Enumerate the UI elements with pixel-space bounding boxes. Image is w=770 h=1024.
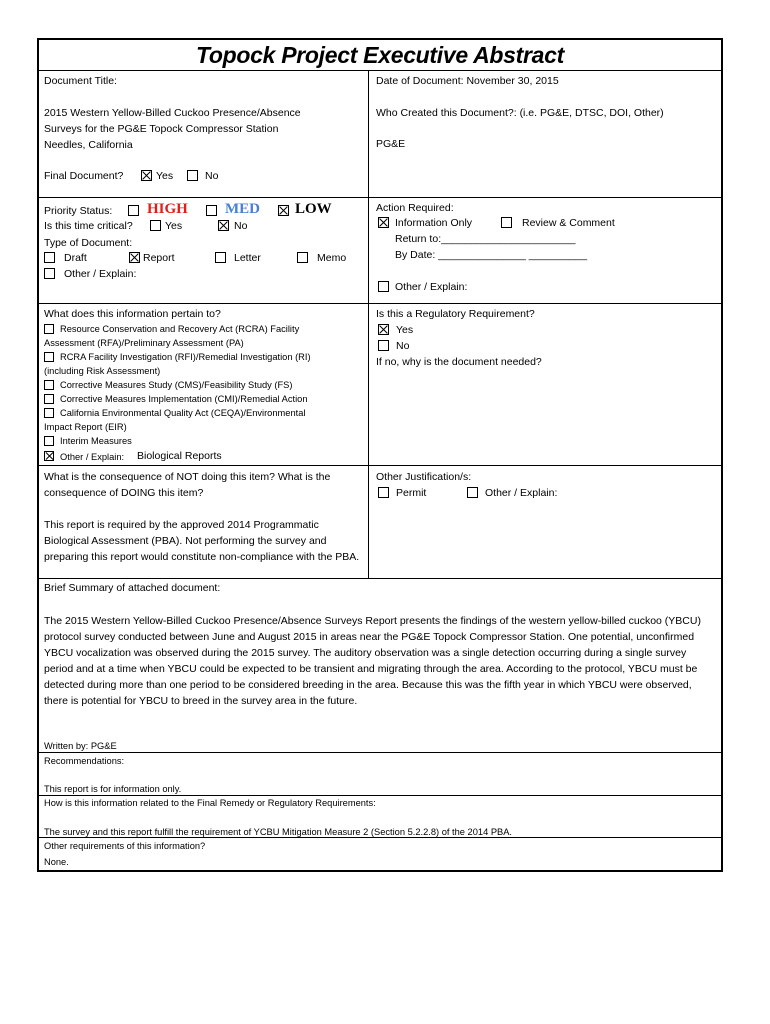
pertain-other-checkbox[interactable]: [44, 451, 54, 461]
relation-label: How is this information related to the Final Remedy or Regulatory Requirements:: [44, 798, 376, 808]
interim-label: Interim Measures: [60, 436, 132, 446]
type-memo-checkbox[interactable]: [297, 252, 308, 263]
critical-no-label: No: [234, 220, 248, 232]
final-document-label: Final Document?: [44, 170, 124, 182]
type-draft-label: Draft: [64, 252, 87, 264]
document-title-line: 2015 Western Yellow-Billed Cuckoo Presence/Absence: [44, 107, 301, 119]
page-title: Topock Project Executive Abstract: [195, 42, 565, 68]
priority-high-label: HIGH: [147, 201, 188, 217]
permit-checkbox[interactable]: [378, 487, 389, 498]
reg-no-checkbox[interactable]: [378, 340, 389, 351]
justification-other-checkbox[interactable]: [467, 487, 478, 498]
ceqa-label: California Environmental Quality Act (CEQA)/Environmental: [60, 408, 306, 418]
other-requirements-text: None.: [44, 857, 69, 867]
action-other-label: Other / Explain:: [395, 281, 468, 293]
document-title-line: Surveys for the PG&E Topock Compressor Station: [44, 123, 279, 135]
consequence-question-cont: consequence of DOING this item?: [44, 487, 204, 499]
critical-yes-checkbox[interactable]: [150, 220, 161, 231]
final-yes-label: Yes: [156, 170, 174, 182]
cmi-checkbox[interactable]: [44, 394, 54, 404]
document-date: Date of Document: November 30, 2015: [376, 75, 559, 87]
critical-yes-label: Yes: [165, 220, 183, 232]
rfi-label-cont: (including Risk Assessment): [44, 366, 161, 376]
priority-high-checkbox[interactable]: [128, 205, 139, 216]
priority-status-label: Priority Status:: [44, 205, 113, 217]
executive-abstract-form: [37, 38, 723, 872]
type-other-label: Other / Explain:: [64, 268, 137, 280]
regulatory-requirement-label: Is this a Regulatory Requirement?: [376, 308, 535, 320]
rcra-label: Resource Conservation and Recovery Act (RCRA) Facility: [60, 324, 300, 334]
other-requirements-label: Other requirements of this information?: [44, 841, 206, 851]
reg-no-label: No: [396, 340, 410, 352]
document-title-line: Needles, California: [44, 139, 133, 151]
permit-label: Permit: [396, 487, 427, 499]
action-review-label: Review & Comment: [522, 217, 615, 229]
creator-value: PG&E: [376, 138, 406, 150]
ceqa-checkbox[interactable]: [44, 408, 54, 418]
consequence-question: What is the consequence of NOT doing this item? What is the: [44, 471, 331, 483]
type-report-checkbox[interactable]: [129, 252, 140, 263]
cms-checkbox[interactable]: [44, 380, 54, 390]
ceqa-label-cont: Impact Report (EIR): [44, 422, 127, 432]
reg-yes-label: Yes: [396, 324, 414, 336]
type-memo-label: Memo: [317, 252, 347, 264]
relation-text: The survey and this report fulfill the requirement of YCBU Mitigation Measure 2 (Section 5.2.2.8) of the 2014 PBA.: [44, 827, 513, 837]
cmi-label: Corrective Measures Implementation (CMI)/Remedial Action: [60, 394, 308, 404]
type-of-document-label: Type of Document:: [44, 237, 133, 249]
final-no-label: No: [205, 170, 219, 182]
other-justification-label: Other Justification/s:: [376, 471, 472, 483]
final-yes-checkbox[interactable]: [141, 170, 152, 181]
final-no-checkbox[interactable]: [187, 170, 198, 181]
rcra-label-cont: Assessment (RFA)/Preliminary Assessment (PA): [44, 338, 244, 348]
type-report-label: Report: [143, 252, 175, 264]
recommendations-label: Recommendations:: [44, 756, 125, 766]
action-review-checkbox[interactable]: [501, 217, 512, 228]
divider: [39, 465, 721, 466]
pertain-label: What does this information pertain to?: [44, 308, 221, 320]
priority-low-checkbox[interactable]: [278, 205, 289, 216]
recommendations-text: This report is for information only.: [44, 784, 182, 794]
interim-checkbox[interactable]: [44, 436, 54, 446]
type-letter-label: Letter: [234, 252, 261, 264]
divider: [39, 578, 721, 579]
priority-med-checkbox[interactable]: [206, 205, 217, 216]
return-to-field[interactable]: Return to:_______________________: [395, 233, 576, 245]
action-info-checkbox[interactable]: [378, 217, 389, 228]
divider: [39, 752, 721, 753]
by-date-field[interactable]: By Date: _______________ __________: [395, 249, 588, 261]
rfi-checkbox[interactable]: [44, 352, 54, 362]
critical-no-checkbox[interactable]: [218, 220, 229, 231]
divider: [39, 197, 721, 198]
creator-label: Who Created this Document?: (i.e. PG&E, DTSC, DOI, Other): [376, 107, 664, 119]
summary-text: The 2015 Western Yellow-Billed Cuckoo Presence/Absence Surveys Report presents the findings of the western yellow-billed cuckoo (YBCU) protocol survey conducted between June and August 2015 in areas near the PG&E Topock Compressor Station. One potential, unconfirmed YBCU vocalization was observed during the 2015 survey. The auditory observation was a single detection occurring during a single survey period and at a time when YBCU could be expected to be transient and migrating through the area. According to the protocol, YBCU must be detected during more than one period to be considered breeding in the area. Because this was the fifth year in which YBCU were observed, there is potential for YBCU to breed in the survey area in the future.: [44, 615, 701, 707]
pertain-other-value: Biological Reports: [137, 450, 222, 462]
rcra-checkbox[interactable]: [44, 324, 54, 334]
pertain-other-label: Other / Explain:: [60, 452, 125, 462]
column-divider: [368, 70, 369, 578]
written-by: Written by: PG&E: [44, 741, 117, 751]
reg-yes-checkbox[interactable]: [378, 324, 389, 335]
type-draft-checkbox[interactable]: [44, 252, 55, 263]
action-required-label: Action Required:: [376, 202, 454, 214]
divider: [39, 303, 721, 304]
divider: [39, 70, 721, 71]
document-title-label: Document Title:: [44, 75, 117, 87]
priority-low-label: LOW: [295, 201, 332, 217]
reg-why-label: If no, why is the document needed?: [376, 356, 542, 368]
rfi-label: RCRA Facility Investigation (RFI)/Remedial Investigation (RI): [60, 352, 311, 362]
time-critical-label: Is this time critical?: [44, 220, 133, 232]
action-info-label: Information Only: [395, 217, 473, 229]
action-other-checkbox[interactable]: [378, 281, 389, 292]
type-other-checkbox[interactable]: [44, 268, 55, 279]
type-letter-checkbox[interactable]: [215, 252, 226, 263]
priority-med-label: MED: [225, 201, 260, 217]
consequence-answer: This report is required by the approved 2014 Programmatic Biological Assessment (PBA). Not performing the survey and preparing this report would constitute non-compliance with the PBA.: [44, 519, 360, 563]
summary-label: Brief Summary of attached document:: [44, 582, 221, 594]
justification-other-label: Other / Explain:: [485, 487, 558, 499]
cms-label: Corrective Measures Study (CMS)/Feasibility Study (FS): [60, 380, 293, 390]
